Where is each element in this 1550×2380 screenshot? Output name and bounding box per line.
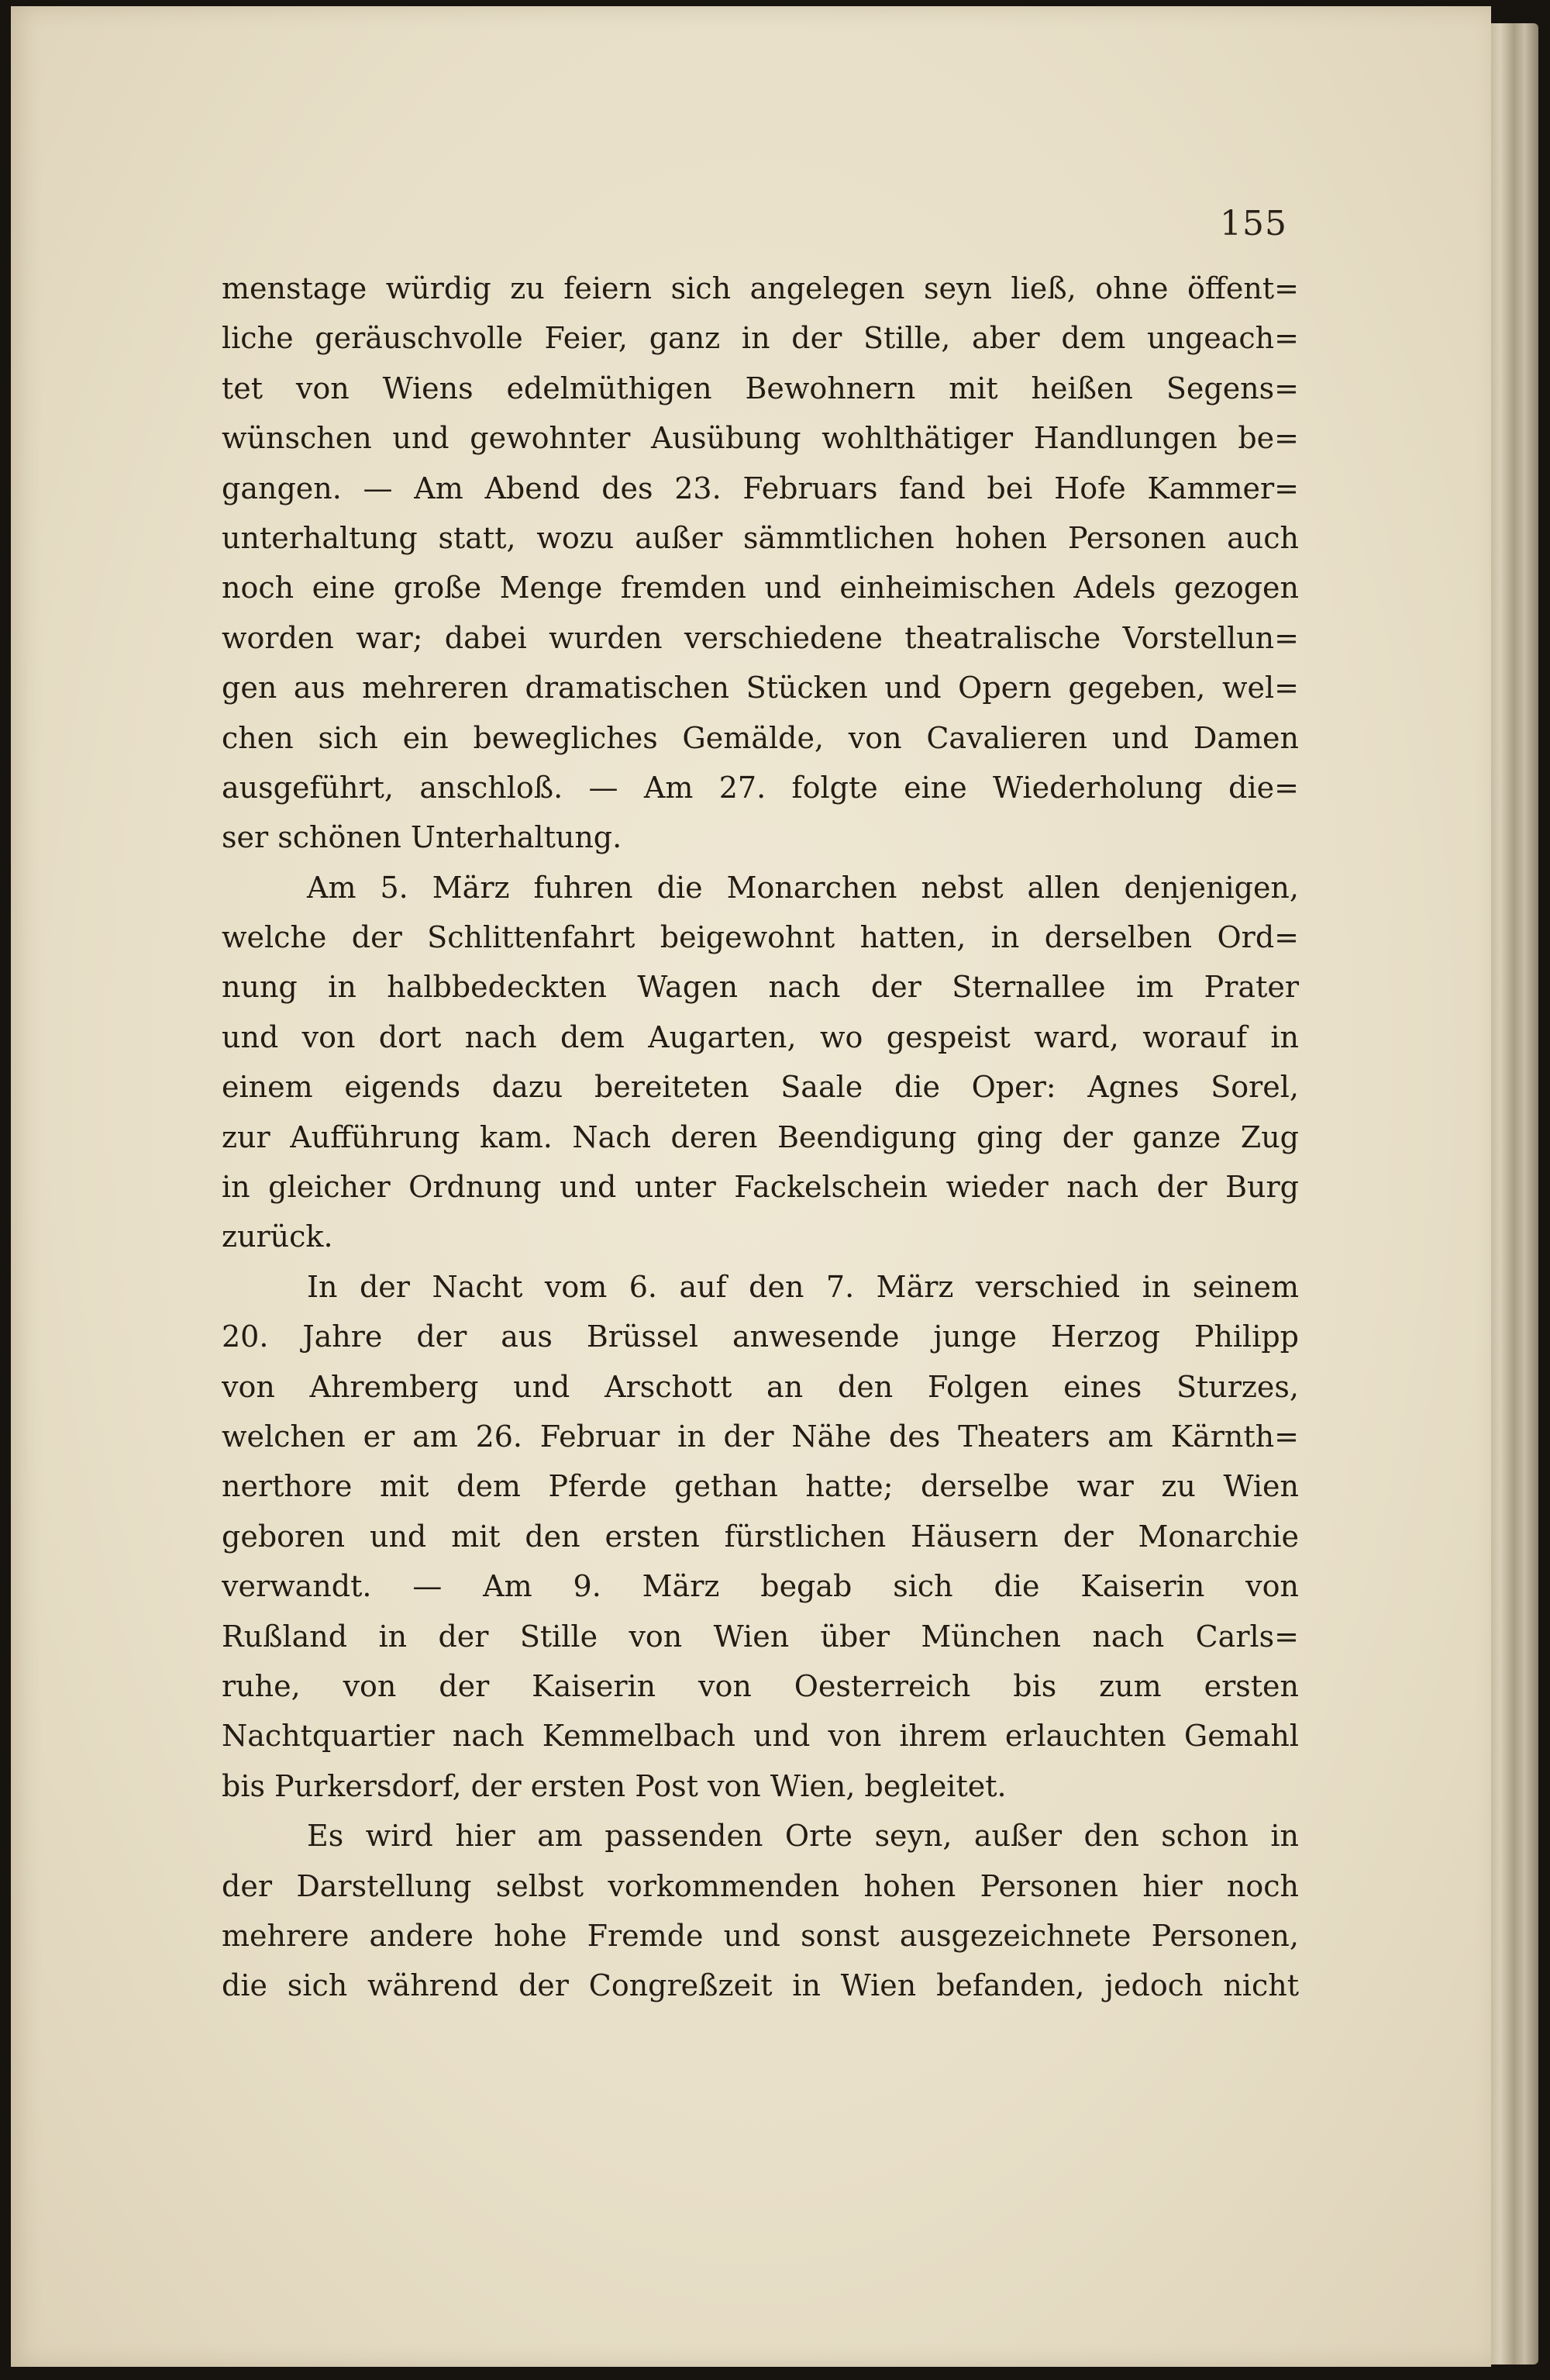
text-line: gen aus mehreren dramatischen Stücken und Opern gegeben, wel= <box>222 671 1299 705</box>
text-line: von Ahremberg und Arschott an den Folgen eines Sturzes, <box>222 1369 1299 1404</box>
text-line: die sich während der Congreßzeit in Wien befanden, jedoch nicht <box>222 1968 1299 2003</box>
page-number: 155 <box>1220 204 1287 243</box>
text-line: wünschen und gewohnter Ausübung wohlthätiger Handlungen be= <box>222 421 1299 456</box>
paragraph-start-line: Am 5. März fuhren die Monarchen nebst allen denjenigen, <box>307 870 1299 905</box>
paragraph-end-line: zurück. <box>222 1219 333 1254</box>
text-line: mehrere andere hohe Fremde und sonst ausgezeichnete Personen, <box>222 1918 1299 1953</box>
text-line: einem eigends dazu bereiteten Saale die Oper: Agnes Sorel, <box>222 1070 1299 1105</box>
text-line: ausgeführt, anschloß. — Am 27. folgte eine Wiederholung die= <box>222 770 1299 805</box>
text-line: noch eine große Menge fremden und einheimischen Adels gezogen <box>222 571 1299 605</box>
text-line: geboren und mit den ersten fürstlichen Häusern der Monarchie <box>222 1519 1299 1554</box>
text-line: nung in halbbedeckten Wagen nach der Sternallee im Prater <box>222 970 1299 1005</box>
text-line: welche der Schlittenfahrt beigewohnt hatten, in derselben Ord= <box>222 920 1299 955</box>
page-edge <box>1484 23 1538 2364</box>
text-line: liche geräuschvolle Feier, ganz in der Stille, aber dem ungeach= <box>222 321 1299 356</box>
text-line: unterhaltung statt, wozu außer sämmtlichen hohen Personen auch <box>222 520 1299 555</box>
text-line: verwandt. — Am 9. März begab sich die Kaiserin von <box>222 1569 1299 1604</box>
text-line: gangen. — Am Abend des 23. Februars fand bei Hofe Kammer= <box>222 471 1299 505</box>
text-line: ruhe, von der Kaiserin von Oesterreich bis zum ersten <box>222 1668 1299 1703</box>
paragraph-end-line: ser schönen Unterhaltung. <box>222 820 622 855</box>
text-line: welchen er am 26. Februar in der Nähe des Theaters am Kärnth= <box>222 1419 1299 1454</box>
text-line: in gleicher Ordnung und unter Fackelschein wieder nach der Burg <box>222 1170 1299 1205</box>
paragraph-end-line: bis Purkersdorf, der ersten Post von Wien, begleitet. <box>222 1768 1007 1803</box>
text-line: zur Aufführung kam. Nach deren Beendigung ging der ganze Zug <box>222 1119 1299 1154</box>
paragraph-start-line: Es wird hier am passenden Orte seyn, außer den schon in <box>307 1819 1299 1854</box>
text-line: menstage würdig zu feiern sich angelegen seyn ließ, ohne öffent= <box>222 271 1299 305</box>
text-line: tet von Wiens edelmüthigen Bewohnern mit heißen Segens= <box>222 371 1299 405</box>
body-text <box>222 264 1299 2011</box>
text-line: worden war; dabei wurden verschiedene theatralische Vorstellun= <box>222 620 1299 655</box>
paragraph-start-line: In der Nacht vom 6. auf den 7. März verschied in seinem <box>307 1269 1299 1304</box>
text-line: und von dort nach dem Augarten, wo gespeist ward, worauf in <box>222 1019 1299 1054</box>
text-line: 20. Jahre der aus Brüssel anwesende junge Herzog Philipp <box>222 1319 1299 1354</box>
text-line: der Darstellung selbst vorkommenden hohen Personen hier noch <box>222 1868 1299 1903</box>
text-line: Rußland in der Stille von Wien über München nach Carls= <box>222 1619 1299 1654</box>
text-line: nerthore mit dem Pferde gethan hatte; derselbe war zu Wien <box>222 1469 1299 1504</box>
text-line: chen sich ein bewegliches Gemälde, von Cavalieren und Damen <box>222 720 1299 755</box>
text-line: Nachtquartier nach Kemmelbach und von ihrem erlauchten Gemahl <box>222 1719 1299 1754</box>
